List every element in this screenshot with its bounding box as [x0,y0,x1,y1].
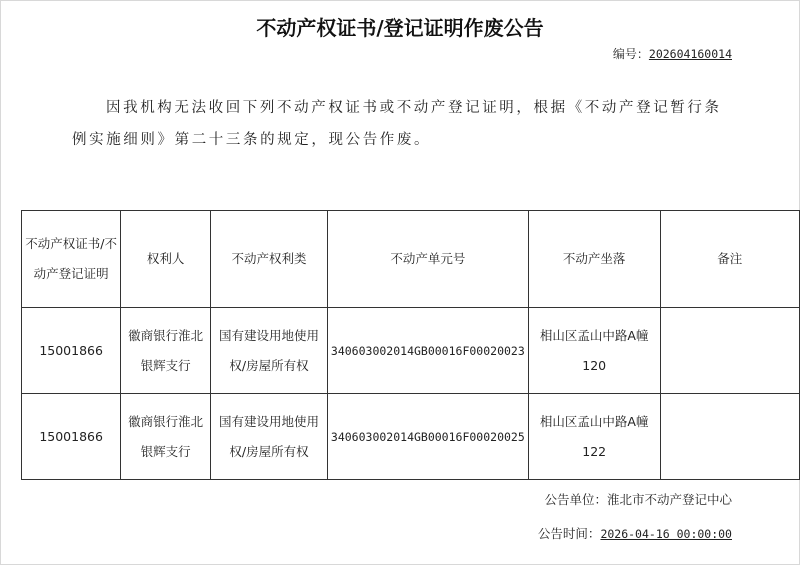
cell-unit-number: 340603002014GB00016F00020023 [327,308,528,394]
unit-value: 淮北市不动产登记中心 [606,492,732,507]
header-remarks: 备注 [660,211,799,308]
cell-unit-number: 340603002014GB00016F00020025 [327,394,528,480]
header-certificate: 不动产权证书/不动产登记证明 [22,211,121,308]
records-table [21,210,800,480]
cell-certificate: 15001866 [22,308,121,394]
cell-holder: 徽商银行淮北银辉支行 [121,308,211,394]
header-holder: 权利人 [121,211,211,308]
header-unit-number: 不动产单元号 [327,211,528,308]
serial-label: 编号： [612,47,649,61]
header-location: 不动产坐落 [528,211,660,308]
time-value: 2026-04-16 00:00:00 [600,527,732,541]
table-row [22,394,800,480]
header-right-type: 不动产权利类 [211,211,328,308]
table-header-row [22,211,800,308]
unit-label: 公告单位： [544,492,607,507]
cell-right-type: 国有建设用地使用权/房屋所有权 [211,394,328,480]
table-row [22,308,800,394]
cell-remarks [660,394,799,480]
cell-remarks [660,308,799,394]
time-label: 公告时间： [537,526,601,541]
announcement-time [538,524,732,542]
cell-right-type: 国有建设用地使用权/房屋所有权 [211,308,328,394]
serial-value: 202604160014 [648,47,732,61]
page-title: 不动产权证书/登记证明作废公告 [256,16,544,40]
announcing-unit [544,490,732,508]
cell-holder: 徽商银行淮北银辉支行 [121,394,211,480]
notice-paragraph: 因我机构无法收回下列不动产权证书或不动产登记证明，根据《不动产登记暂行条例实施细则》第二十三条的规定，现公告作废。 [72,100,722,148]
serial-number [613,45,732,62]
cell-certificate: 15001866 [22,394,121,480]
cell-location: 相山区孟山中路A幢122 [528,394,660,480]
cell-location: 相山区孟山中路A幢120 [528,308,660,394]
